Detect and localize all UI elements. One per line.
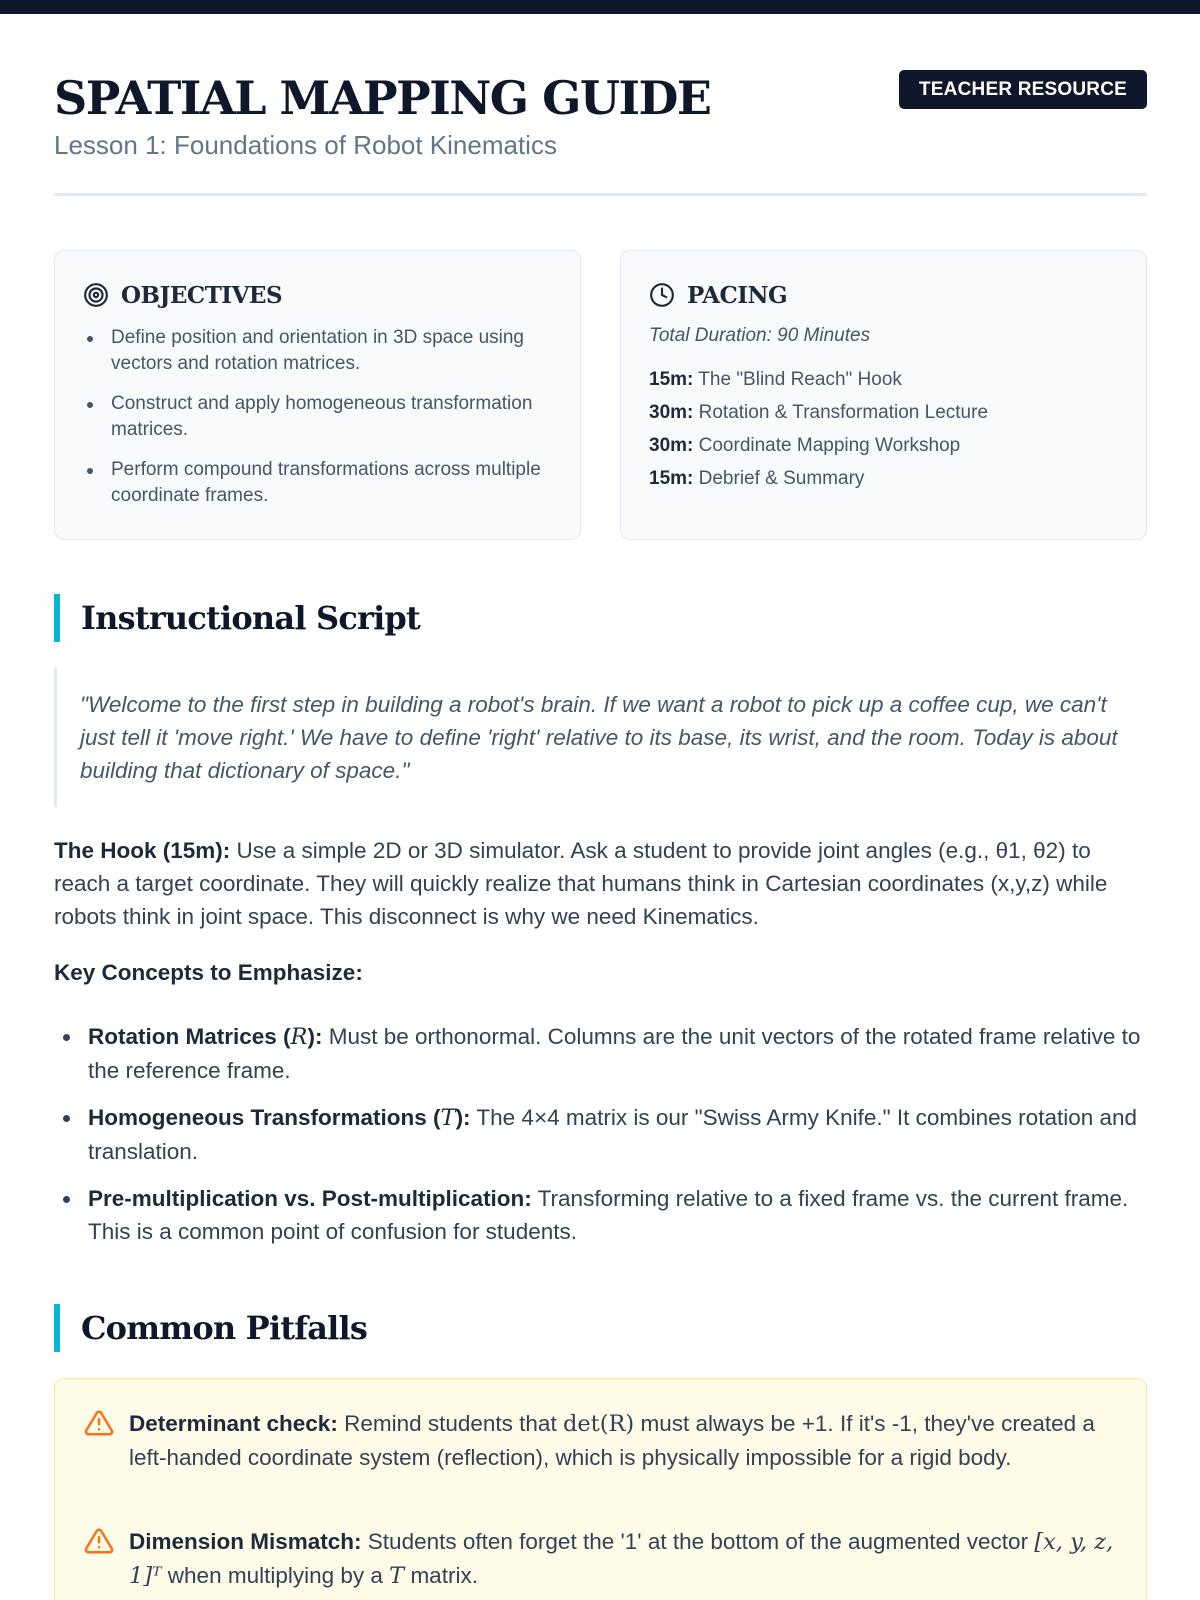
concept-text: Transforming relative to a fixed frame vs. the current frame. This is a common point of confusion for students. <box>88 1186 1129 1244</box>
pacing-header <box>649 279 787 311</box>
concept-item <box>88 1182 1147 1248</box>
pitfall-label: Determinant check: <box>129 1411 338 1436</box>
pacing-label: Rotation & Transformation Lecture <box>698 402 989 423</box>
hook-text: Use a simple 2D or 3D simulator. Ask a student to provide joint angles (e.g., θ1, θ2) to reach a target coordinate. They will quickly realize that humans think in Cartesian coordinates (x,y,z) while robots think in joint space. This disconnect is why we need Kinematics. <box>54 838 1108 929</box>
page-subtitle: Lesson 1: Foundations of Robot Kinematics <box>54 130 557 160</box>
pitfall-text <box>129 1407 1123 1474</box>
concept-label <box>88 1105 471 1130</box>
objective-item: Construct and apply homogeneous transformation matrices. <box>111 391 556 443</box>
pacing-time: 30m: <box>649 402 694 423</box>
pacing-time: 15m: <box>649 468 694 489</box>
pitfall-text-part: Remind students that <box>337 1411 563 1436</box>
pacing-card <box>620 250 1147 540</box>
pacing-list <box>649 363 1129 495</box>
concept-text: The 4×4 matrix is our "Swiss Army Knife." It combines rotation and translation. <box>88 1105 1138 1164</box>
pitfall-item <box>83 1525 1123 1593</box>
objectives-header <box>83 279 282 311</box>
objectives-card <box>54 250 581 540</box>
pacing-time: 30m: <box>649 435 694 456</box>
pitfall-text-part: when multiplying by a <box>161 1563 390 1588</box>
pitfall-item <box>83 1407 1123 1474</box>
math-expression: det(R) <box>562 1411 635 1437</box>
section-heading-common-pitfalls: Common Pitfalls <box>54 1304 367 1352</box>
pitfall-label: Dimension Mismatch: <box>129 1529 362 1554</box>
pitfall-text-part: Students often forget the '1' at the bottom of the augmented vector <box>361 1529 1035 1554</box>
concept-label-text: Pre-multiplication vs. Post-multiplication: <box>88 1186 532 1211</box>
hook-paragraph <box>54 834 1147 933</box>
pacing-item <box>649 429 1129 462</box>
pacing-total: Total Duration: 90 Minutes <box>649 325 871 346</box>
pacing-title: PACING <box>687 281 788 309</box>
concept-label-text: Rotation Matrices ( <box>88 1024 291 1049</box>
pacing-label: Coordinate Mapping Workshop <box>698 435 961 456</box>
concept-text: Must be orthonormal. Columns are the unit vectors of the rotated frame relative to the reference frame. <box>88 1024 1141 1083</box>
concept-label <box>88 1024 322 1049</box>
concept-label <box>88 1186 532 1211</box>
warning-icon <box>83 1408 115 1438</box>
section-heading-instructional-script: Instructional Script <box>54 594 420 642</box>
math-symbol: R <box>290 1024 308 1050</box>
math-expression: [x, y, z, 1]ᵀ <box>129 1529 1114 1589</box>
resource-badge: TEACHER RESOURCE <box>899 70 1147 109</box>
document-header <box>54 70 1147 196</box>
concept-label-end: ): <box>455 1105 471 1130</box>
concept-label-end: ): <box>307 1024 323 1049</box>
top-bar <box>0 0 1200 14</box>
pitfall-text-part: matrix. <box>404 1563 478 1588</box>
pacing-label: Debrief & Summary <box>698 468 865 489</box>
pacing-label: The "Blind Reach" Hook <box>698 369 902 390</box>
pacing-item <box>649 363 1129 396</box>
concept-label-text: Homogeneous Transformations ( <box>88 1105 441 1130</box>
pitfall-text <box>129 1525 1123 1593</box>
pacing-item <box>649 396 1129 429</box>
objectives-list <box>111 325 556 523</box>
clock-icon <box>649 282 675 308</box>
math-symbol: T <box>440 1105 456 1131</box>
objectives-title: OBJECTIVES <box>121 281 283 309</box>
page-title: SPATIAL MAPPING GUIDE <box>54 71 711 125</box>
math-symbol: T <box>389 1563 405 1589</box>
objective-item: Define position and orientation in 3D space using vectors and rotation matrices. <box>111 325 556 377</box>
pitfall-text-part: must always be +1. If it's -1, they've created a left-handed coordinate system (reflection), which is physically impossible for a rigid body. <box>129 1411 1095 1470</box>
objective-item: Perform compound transformations across multiple coordinate frames. <box>111 457 556 509</box>
warning-icon <box>83 1526 115 1556</box>
intro-quote: "Welcome to the first step in building a robot's brain. If we want a robot to pick up a coffee cup, we can't just tell it 'move right.' We have to define 'right' relative to its base, its wrist, and the room. Today is about building that dictionary of space." <box>54 668 1147 807</box>
target-icon <box>83 282 109 308</box>
key-concepts-list <box>88 1020 1147 1262</box>
pacing-time: 15m: <box>649 369 694 390</box>
key-concepts-title: Key Concepts to Emphasize: <box>54 960 363 985</box>
hook-label: The Hook (15m): <box>54 838 231 863</box>
pacing-item <box>649 462 1129 495</box>
concept-item <box>88 1020 1147 1087</box>
pitfalls-box <box>54 1378 1147 1600</box>
concept-item <box>88 1101 1147 1168</box>
